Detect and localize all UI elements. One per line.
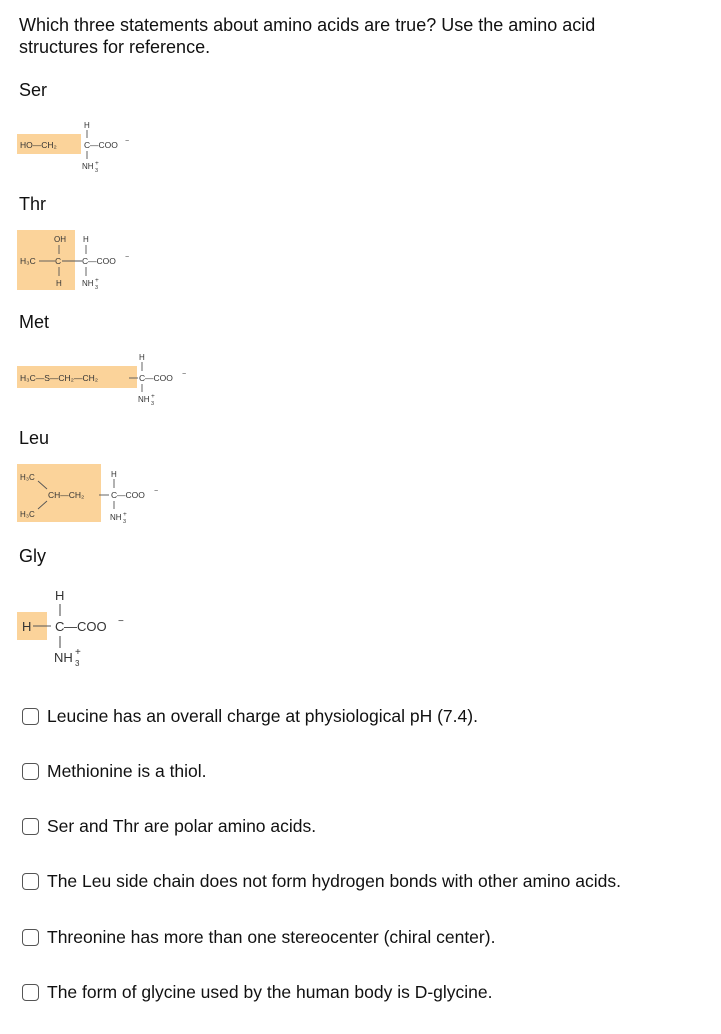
- option-threonine-stereocenters[interactable]: [22, 923, 702, 951]
- ser-side-chain: HO—CH₂: [20, 140, 57, 150]
- option-label: Methionine is a thiol.: [47, 760, 207, 781]
- structure-thr: [17, 230, 167, 294]
- leu-coo-charge: −: [154, 488, 159, 495]
- option-leucine-charge[interactable]: [22, 702, 702, 730]
- label-ser: Ser: [19, 80, 48, 100]
- leu-h3c-bottom: H₃C: [20, 510, 35, 519]
- met-coo-charge: −: [182, 371, 187, 378]
- met-nh-sub: 3: [151, 401, 155, 407]
- gly-coo-charge: −: [118, 616, 124, 627]
- gly-h-side: H: [22, 619, 32, 634]
- structure-ser: [17, 114, 157, 176]
- met-alpha-c: C: [139, 373, 146, 383]
- option-ser-thr-polar[interactable]: [22, 813, 702, 841]
- leu-h: H: [111, 470, 117, 479]
- option-label: The Leu side chain does not form hydrogen bonds with other amino acids.: [47, 871, 621, 892]
- structure-leu: [17, 464, 207, 530]
- thr-nh: NH: [82, 279, 94, 288]
- ser-nh-sub: 3: [95, 168, 99, 174]
- ser-coo-charge: −: [125, 138, 130, 145]
- gly-coo: —COO: [64, 619, 107, 634]
- checkbox-icon[interactable]: [22, 763, 39, 780]
- ser-coo: —COO: [90, 140, 118, 150]
- thr-oh: OH: [54, 235, 66, 244]
- leu-nh: NH: [110, 513, 122, 522]
- checkbox-icon[interactable]: [22, 708, 39, 725]
- thr-coo: —COO: [88, 256, 116, 266]
- gly-nh: NH: [54, 650, 73, 665]
- checkbox-icon[interactable]: [22, 873, 39, 890]
- label-leu: Leu: [19, 428, 50, 448]
- gly-nh-sub: 3: [75, 659, 80, 668]
- thr-h-bottom: H: [56, 279, 62, 288]
- gly-nh-charge: +: [75, 647, 81, 658]
- met-nh-charge: +: [151, 393, 155, 400]
- checkbox-icon[interactable]: [22, 929, 39, 946]
- leu-nh-sub: 3: [123, 519, 127, 525]
- met-coo: —COO: [145, 373, 173, 383]
- structure-met: [17, 346, 217, 408]
- label-gly: Gly: [19, 546, 46, 566]
- leu-nh-charge: +: [123, 511, 127, 518]
- thr-alpha-c: C: [82, 256, 89, 266]
- option-methionine-thiol[interactable]: [22, 757, 702, 785]
- ser-nh-charge: +: [95, 160, 99, 167]
- label-met: Met: [19, 312, 50, 332]
- option-label: Leucine has an overall charge at physiological pH (7.4).: [47, 705, 478, 726]
- met-h: H: [139, 353, 145, 362]
- leu-coo: —COO: [117, 490, 145, 500]
- option-leu-hydrogen-bonds[interactable]: [22, 868, 702, 896]
- ser-h: H: [84, 121, 90, 130]
- option-glycine-d-form[interactable]: [22, 978, 702, 1006]
- leu-alpha-c: C: [111, 490, 118, 500]
- option-label: Ser and Thr are polar amino acids.: [47, 816, 317, 837]
- checkbox-icon[interactable]: [22, 984, 39, 1001]
- question-text: Which three statements about amino acids are true? Use the amino acid structures for reference.: [19, 15, 596, 57]
- answer-options: [22, 702, 702, 1034]
- option-label: Threonine has more than one stereocenter (chiral center).: [47, 926, 496, 947]
- thr-nh-charge: +: [95, 277, 99, 284]
- label-thr: Thr: [19, 194, 46, 214]
- thr-coo-charge: −: [125, 254, 130, 261]
- ser-alpha-c: C: [84, 140, 91, 150]
- checkbox-icon[interactable]: [22, 818, 39, 835]
- met-side-chain: H₃C—S—CH₂—CH₂: [20, 373, 99, 383]
- thr-beta-c: C: [55, 256, 62, 266]
- thr-nh-sub: 3: [95, 285, 99, 291]
- ser-nh: NH: [82, 162, 94, 171]
- leu-ch-ch2: CH—CH₂: [48, 490, 85, 500]
- thr-h3c: H₃C: [20, 256, 36, 266]
- structure-gly: [17, 582, 147, 668]
- thr-h-top: H: [83, 235, 89, 244]
- gly-alpha-c: C: [55, 619, 65, 634]
- leu-h3c-top: H₃C: [20, 473, 35, 482]
- gly-h-top: H: [55, 588, 65, 603]
- option-label: The form of glycine used by the human body is D-glycine.: [47, 981, 493, 1002]
- met-nh: NH: [138, 395, 150, 404]
